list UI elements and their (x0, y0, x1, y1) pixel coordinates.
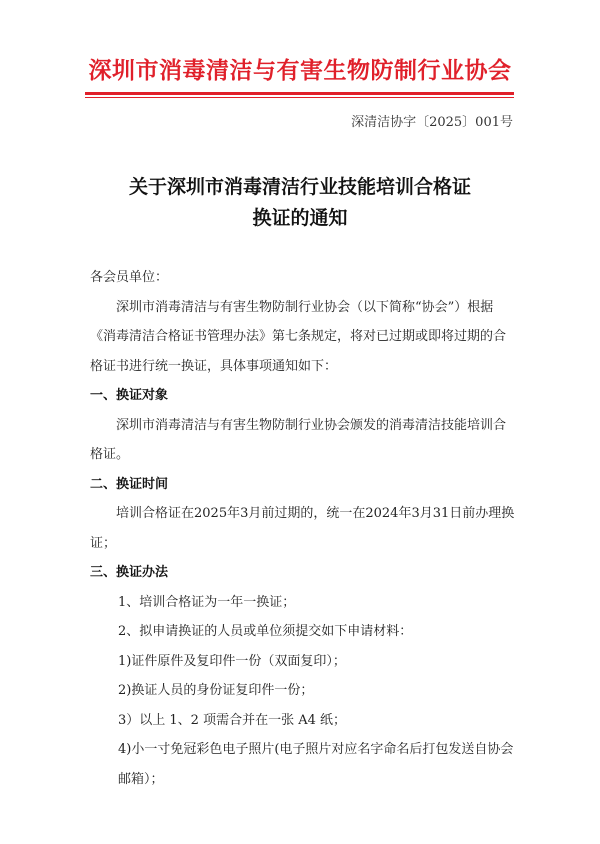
section-heading-3: 三、换证办法 (90, 565, 169, 580)
section-3-item-1: 1、培训合格证为一年一换证； (118, 594, 296, 610)
section-heading-2: 二、换证时间 (90, 476, 169, 492)
letterhead-org-name: 深圳市消毒清洁与有害生物防制行业协会 (88, 57, 512, 84)
document-title (60, 172, 540, 234)
section-3-item-2: 2、拟申请换证的人员或单位须提交如下申请材料： (118, 624, 413, 639)
section-3-item-3: 1)证件原件及复印件一份（双面复印）； (118, 653, 346, 669)
document-body (90, 263, 515, 794)
salutation: 各会员单位： (90, 270, 169, 285)
title-line-1: 关于深圳市消毒清洁行业技能培训合格证 (128, 176, 471, 198)
letterhead-rule-thick (85, 92, 514, 95)
section-2-text: 培训合格证在2025年3月前过期的，统一在2024年3月31日前办理换证； (90, 506, 515, 551)
section-1-text: 深圳市消毒清洁与有害生物防制行业协会颁发的消毒清洁技能培训合格证。 (90, 417, 507, 462)
section-3-item-4: 2)换证人员的身份证复印件一份； (118, 683, 314, 698)
intro-paragraph: 深圳市消毒清洁与有害生物防制行业协会（以下简称“协会”）根据《消毒清洁合格证书管理办法》第七条规定，将对已过期或即将过期的合格证书进行统一换证，具体事项通知如下： (90, 299, 507, 374)
section-3-item-5: 3）以上 1、2 项需合并在一张 A4 纸； (118, 712, 347, 728)
document-number: 深清洁协字〔2025〕001号 (351, 115, 513, 130)
letterhead-rule-thin (85, 97, 514, 98)
section-3-item-6: 4)小一寸免冠彩色电子照片(电子照片对应名字命名后打包发送自协会邮箱）； (118, 742, 514, 787)
section-heading-1: 一、换证对象 (90, 388, 169, 403)
title-line-2: 换证的通知 (252, 207, 348, 229)
